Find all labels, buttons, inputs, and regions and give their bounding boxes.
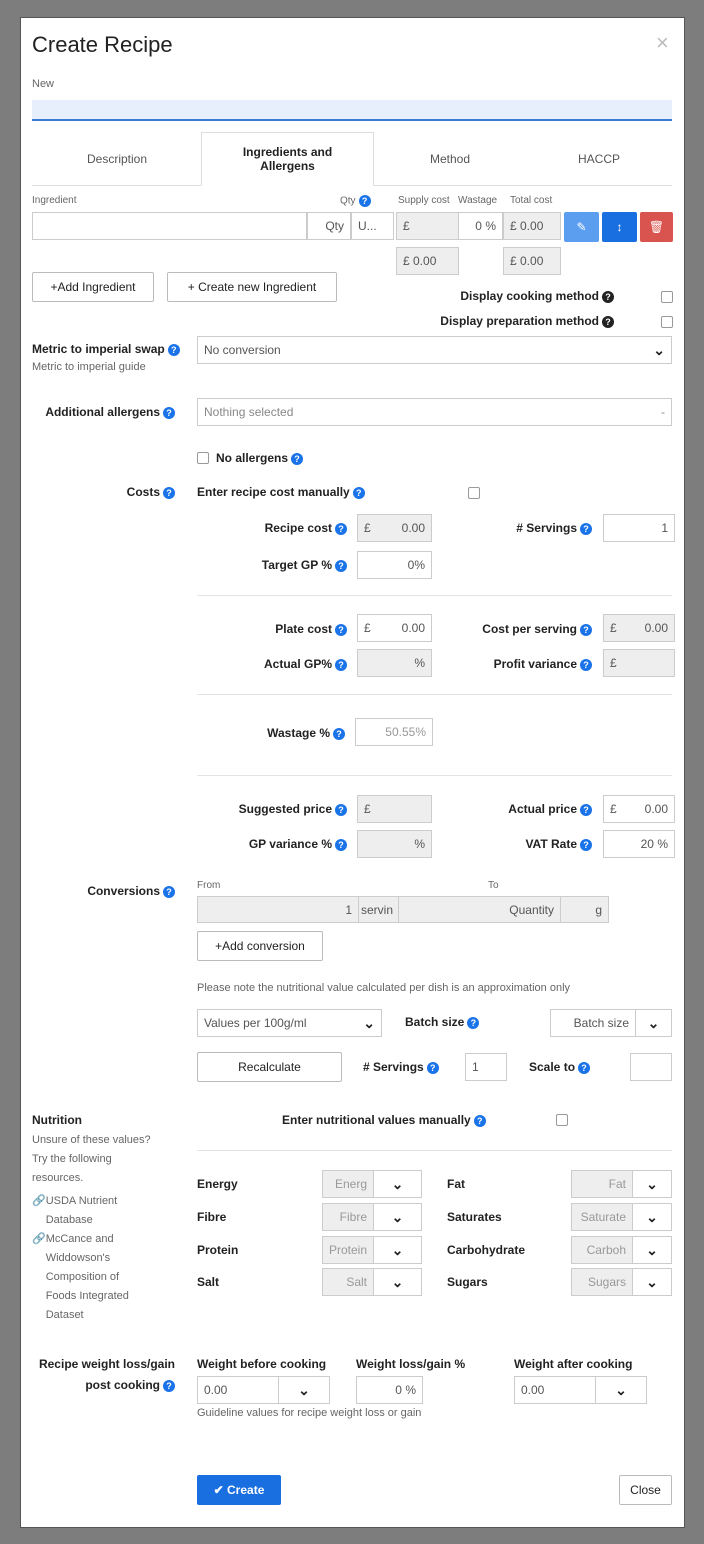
gp-variance-input: % xyxy=(357,830,432,858)
modal-title: Create Recipe xyxy=(32,32,173,57)
display-cooking-text: Display cooking method xyxy=(460,289,599,303)
help-icon[interactable]: ? xyxy=(335,624,347,636)
trash-icon: 🗑 xyxy=(648,220,665,234)
pct-sign: % xyxy=(485,219,496,233)
tab-method[interactable]: Method xyxy=(429,152,471,166)
help-icon[interactable]: ? xyxy=(602,291,614,303)
scale-to-label xyxy=(529,1060,590,1074)
help-line: resources. xyxy=(32,1172,84,1184)
target-gp-input[interactable] xyxy=(357,551,432,579)
usda-link-text[interactable]: USDA Nutrient Database xyxy=(45,1195,118,1226)
divider xyxy=(197,694,672,695)
help-icon[interactable]: ? xyxy=(291,453,303,465)
calc-servings-input[interactable]: 1 xyxy=(465,1053,507,1081)
metric-text: Metric to imperial swap xyxy=(32,342,165,356)
check-icon: ✔ xyxy=(213,1483,228,1497)
currency: £ xyxy=(610,802,617,816)
metric-label xyxy=(32,342,180,356)
nutrient-label: Carbohydrate xyxy=(447,1243,526,1257)
nutrient-input: Sugars xyxy=(571,1268,633,1296)
weight-after-label: Weight after cooking xyxy=(514,1357,633,1371)
col-wastage: Wastage xyxy=(458,195,498,206)
actual-gp-input: % xyxy=(357,649,432,677)
edit-button[interactable] xyxy=(564,212,599,242)
wastage-value: 0 xyxy=(475,219,482,233)
target-gp-value: 0 xyxy=(407,558,415,572)
mccance-link-text[interactable]: McCance and Widdowson's Composition of Foods Integrated Dataset xyxy=(45,1233,129,1321)
from-qty-input: 1 xyxy=(197,896,359,923)
tab-description[interactable]: Description xyxy=(86,152,148,166)
profit-var-text: Profit variance xyxy=(493,657,577,671)
supply-cost-input[interactable]: £ xyxy=(396,212,459,240)
usda-link[interactable] xyxy=(32,1192,172,1230)
recipe-cost-input xyxy=(357,514,432,542)
nutrient-label: Protein xyxy=(197,1243,239,1257)
help-icon[interactable]: ? xyxy=(333,728,345,740)
metric-guide-link[interactable]: Metric to imperial guide xyxy=(32,361,146,373)
nutrient-label: Fibre xyxy=(197,1210,227,1224)
nutrient-label: Sugars xyxy=(447,1275,488,1289)
caret-icon: - xyxy=(661,405,665,419)
nutrient-input: Fat xyxy=(571,1170,633,1198)
help-icon[interactable]: ? xyxy=(359,195,371,207)
manual-cost-label xyxy=(197,485,365,499)
qty-input[interactable]: Qty xyxy=(307,212,351,240)
link-icon: 🔗 xyxy=(32,1233,46,1245)
nutrition-label: Nutrition xyxy=(32,1113,82,1127)
to-unit-select: g xyxy=(560,896,609,923)
scale-to-text: Scale to xyxy=(529,1060,576,1074)
plate-cost-text: Plate cost xyxy=(275,622,332,636)
tab-ingredients[interactable]: Ingredients and Allergens xyxy=(201,132,374,186)
metric-select[interactable] xyxy=(197,336,672,364)
nutrient-unit-dropdown[interactable]: ⌄ xyxy=(373,1236,422,1264)
chevron-down-icon: ⌄ xyxy=(653,341,665,358)
actual-gp-text: Actual GP% xyxy=(263,657,332,671)
help-line: Try the following xyxy=(32,1153,112,1165)
vat-label xyxy=(525,837,592,851)
recipe-cost-text: Recipe cost xyxy=(264,521,332,535)
calc-servings-text: # Servings xyxy=(363,1060,424,1074)
gp-variance-label xyxy=(249,837,347,851)
help-icon[interactable]: ? xyxy=(335,523,347,535)
allergens-value: Nothing selected xyxy=(204,405,294,419)
pct-sign: % xyxy=(415,725,426,739)
metric-value: No conversion xyxy=(204,343,281,357)
ingredient-select[interactable] xyxy=(32,212,307,240)
help-icon[interactable]: ? xyxy=(335,659,347,671)
unit-select[interactable]: U... xyxy=(351,212,394,240)
recipe-cost-label xyxy=(265,521,347,535)
no-allergens-checkbox[interactable] xyxy=(197,452,209,464)
tab-haccp[interactable]: HACCP xyxy=(577,152,620,166)
nutrient-label: Saturates xyxy=(447,1210,502,1224)
nutrient-label: Energy xyxy=(197,1177,238,1191)
help-icon[interactable]: ? xyxy=(467,1017,479,1029)
help-icon[interactable]: ? xyxy=(580,624,592,636)
nutrition-manual-label xyxy=(282,1113,486,1127)
weight-label: Recipe weight loss/gain xyxy=(38,1357,175,1371)
recalculate-button[interactable]: Recalculate xyxy=(197,1052,342,1082)
manual-cost-checkbox[interactable] xyxy=(468,487,480,499)
allergens-select[interactable] xyxy=(197,398,672,426)
nutrition-manual-checkbox[interactable] xyxy=(556,1114,568,1126)
col-supply: Supply cost xyxy=(398,195,450,206)
nutrient-input: Carboh xyxy=(571,1236,633,1264)
weight-pct-label: Weight loss/gain % xyxy=(356,1357,466,1371)
create-label: Create xyxy=(227,1483,265,1497)
wastage-text: Wastage % xyxy=(267,726,330,740)
from-unit-select: servin xyxy=(358,896,399,923)
total-sum: £ 0.00 xyxy=(503,247,561,275)
costs-text: Costs xyxy=(126,485,160,499)
name-bar[interactable] xyxy=(32,100,672,121)
create-button[interactable] xyxy=(197,1475,281,1505)
weight-before-input[interactable]: 0.00 xyxy=(197,1376,279,1404)
delete-button[interactable] xyxy=(640,212,673,242)
wastage-pct-input xyxy=(355,718,433,746)
profit-variance-label xyxy=(494,657,592,671)
batch-size-label xyxy=(405,1015,479,1029)
plate-cost-label xyxy=(275,622,347,636)
gp-var-text: GP variance % xyxy=(248,837,332,851)
allergens-text: Additional allergens xyxy=(45,405,160,419)
mccance-link[interactable] xyxy=(32,1230,172,1325)
help-icon[interactable]: ? xyxy=(163,487,175,499)
link-icon: 🔗 xyxy=(32,1195,46,1207)
divider xyxy=(197,1150,672,1151)
help-icon[interactable]: ? xyxy=(163,407,175,419)
servings-label xyxy=(516,521,592,535)
values-per-select[interactable] xyxy=(197,1009,382,1037)
weight-before-unit[interactable]: ⌄ xyxy=(278,1376,330,1404)
nutrient-unit-dropdown[interactable]: ⌄ xyxy=(632,1170,672,1198)
wastage-pct-value: 50.55 xyxy=(385,725,416,739)
col-qty xyxy=(340,195,371,207)
batch-size-input[interactable]: Batch size xyxy=(550,1009,636,1037)
batch-size-dropdown[interactable]: ⌄ xyxy=(635,1009,672,1037)
help-icon[interactable]: ? xyxy=(580,659,592,671)
weight-before-label: Weight before cooking xyxy=(197,1357,327,1371)
arrows-vertical-icon: ↕ xyxy=(616,220,623,234)
currency: £ xyxy=(364,521,371,535)
divider xyxy=(197,775,672,776)
calc-servings-label xyxy=(363,1060,439,1074)
actual-price-text: Actual price xyxy=(508,802,577,816)
supply-sum: £ 0.00 xyxy=(396,247,459,275)
help-icon[interactable]: ? xyxy=(602,316,614,328)
servings-input[interactable]: 1 xyxy=(603,514,675,542)
wastage-input[interactable] xyxy=(458,212,503,240)
help-icon[interactable]: ? xyxy=(163,1380,175,1392)
col-qty-label: Qty xyxy=(340,195,356,207)
weight-label-2-text: post cooking xyxy=(85,1378,160,1392)
total-cost-input: £ 0.00 xyxy=(503,212,561,240)
display-cooking-checkbox[interactable] xyxy=(661,291,673,303)
weight-pct-input[interactable] xyxy=(356,1376,423,1404)
help-icon[interactable]: ? xyxy=(578,1062,590,1074)
costs-label xyxy=(127,485,175,499)
help-icon[interactable]: ? xyxy=(335,560,347,572)
to-qty-input: Quantity xyxy=(398,896,561,923)
nutrient-input: Fibre xyxy=(322,1203,374,1231)
pct-sign: % xyxy=(657,837,668,851)
display-cooking-label xyxy=(460,289,614,303)
cps-value: 0.00 xyxy=(644,621,668,635)
target-gp-text: Target GP % xyxy=(261,558,332,572)
nutrient-unit-dropdown[interactable]: ⌄ xyxy=(373,1170,422,1198)
nutrient-input: Salt xyxy=(322,1268,374,1296)
nutrition-note: Please note the nutritional value calculated per dish is an approximation only xyxy=(197,982,571,994)
display-prep-text: Display preparation method xyxy=(440,314,599,328)
currency: £ xyxy=(364,621,371,635)
target-gp-label xyxy=(262,558,347,572)
weight-after-unit[interactable]: ⌄ xyxy=(595,1376,647,1404)
chevron-down-icon: ⌄ xyxy=(363,1014,375,1031)
cps-text: Cost per serving xyxy=(482,622,577,636)
actual-price-value: 0.00 xyxy=(644,802,668,816)
suggested-text: Suggested price xyxy=(238,802,332,816)
add-conversion-button[interactable]: +Add conversion xyxy=(197,931,323,961)
to-label: To xyxy=(488,880,499,891)
actual-price-label xyxy=(508,802,592,816)
vat-value: 20 xyxy=(640,837,654,851)
vat-input[interactable] xyxy=(603,830,675,858)
help-icon[interactable]: ? xyxy=(168,344,180,356)
help-icon[interactable]: ? xyxy=(353,487,365,499)
display-prep-label xyxy=(440,314,614,328)
scale-to-input[interactable] xyxy=(630,1053,672,1081)
col-total: Total cost xyxy=(510,195,553,206)
values-per-value: Values per 100g/ml xyxy=(204,1016,307,1030)
weight-guide: Guideline values for recipe weight loss or gain xyxy=(197,1407,422,1419)
suggested-price-label xyxy=(239,802,347,816)
conversions-text: Conversions xyxy=(87,884,160,898)
nutrient-unit-dropdown[interactable]: ⌄ xyxy=(632,1236,672,1264)
display-prep-checkbox[interactable] xyxy=(661,316,673,328)
plate-cost-value: 0.00 xyxy=(401,621,425,635)
help-icon[interactable]: ? xyxy=(163,886,175,898)
add-ingredient-button[interactable]: +Add Ingredient xyxy=(32,272,154,302)
nutrient-unit-dropdown[interactable]: ⌄ xyxy=(632,1203,672,1231)
create-ingredient-button[interactable]: + Create new Ingredient xyxy=(167,272,337,302)
col-ingredient: Ingredient xyxy=(32,195,77,206)
manual-cost-text: Enter recipe cost manually xyxy=(197,485,350,499)
help-icon[interactable]: ? xyxy=(335,839,347,851)
vat-text: VAT Rate xyxy=(525,837,577,851)
allergens-label xyxy=(45,405,175,419)
pct-sign: % xyxy=(405,1383,416,1397)
wastage-label xyxy=(267,726,345,740)
actual-gp-label xyxy=(264,657,347,671)
help-icon[interactable]: ? xyxy=(580,804,592,816)
actual-price-input[interactable] xyxy=(603,795,675,823)
nutrient-label: Fat xyxy=(447,1177,465,1191)
nutrient-input: Energ xyxy=(322,1170,374,1198)
no-allergens-label xyxy=(216,451,303,465)
batch-size-text: Batch size xyxy=(405,1015,465,1029)
cost-per-serving-label xyxy=(482,622,592,636)
currency: £ xyxy=(610,621,617,635)
move-button[interactable] xyxy=(602,212,637,242)
nutrition-help xyxy=(32,1131,172,1325)
no-allergens-text: No allergens xyxy=(216,451,289,465)
nutrient-label: Salt xyxy=(197,1275,220,1289)
from-label: From xyxy=(197,880,221,891)
close-icon[interactable]: × xyxy=(656,30,669,55)
close-button[interactable]: Close xyxy=(619,1475,672,1505)
recipe-cost-value: 0.00 xyxy=(401,521,425,535)
help-icon[interactable]: ? xyxy=(580,839,592,851)
weight-label-2 xyxy=(85,1378,175,1392)
suggested-price-input: £ xyxy=(357,795,432,823)
weight-pct-value: 0 xyxy=(395,1383,402,1397)
nutrient-input: Protein xyxy=(322,1236,374,1264)
profit-variance-input: £ xyxy=(603,649,675,677)
subtitle: New xyxy=(32,78,55,90)
pct-sign: % xyxy=(414,558,425,572)
divider xyxy=(197,595,672,596)
nutrient-unit-dropdown[interactable]: ⌄ xyxy=(373,1268,422,1296)
help-line: Unsure of these values? xyxy=(32,1134,151,1146)
help-icon[interactable]: ? xyxy=(427,1062,439,1074)
help-icon[interactable]: ? xyxy=(580,523,592,535)
nutrition-manual-text: Enter nutritional values manually xyxy=(282,1113,471,1127)
cost-per-serving-input xyxy=(603,614,675,642)
conversions-label xyxy=(87,884,175,898)
plate-cost-input[interactable] xyxy=(357,614,432,642)
weight-after-input[interactable]: 0.00 xyxy=(514,1376,596,1404)
help-icon[interactable]: ? xyxy=(474,1115,486,1127)
pencil-icon: ✎ xyxy=(576,220,587,234)
servings-text: # Servings xyxy=(516,521,577,535)
help-icon[interactable]: ? xyxy=(335,804,347,816)
nutrient-unit-dropdown[interactable]: ⌄ xyxy=(373,1203,422,1231)
nutrient-input: Saturate xyxy=(571,1203,633,1231)
nutrient-unit-dropdown[interactable]: ⌄ xyxy=(632,1268,672,1296)
